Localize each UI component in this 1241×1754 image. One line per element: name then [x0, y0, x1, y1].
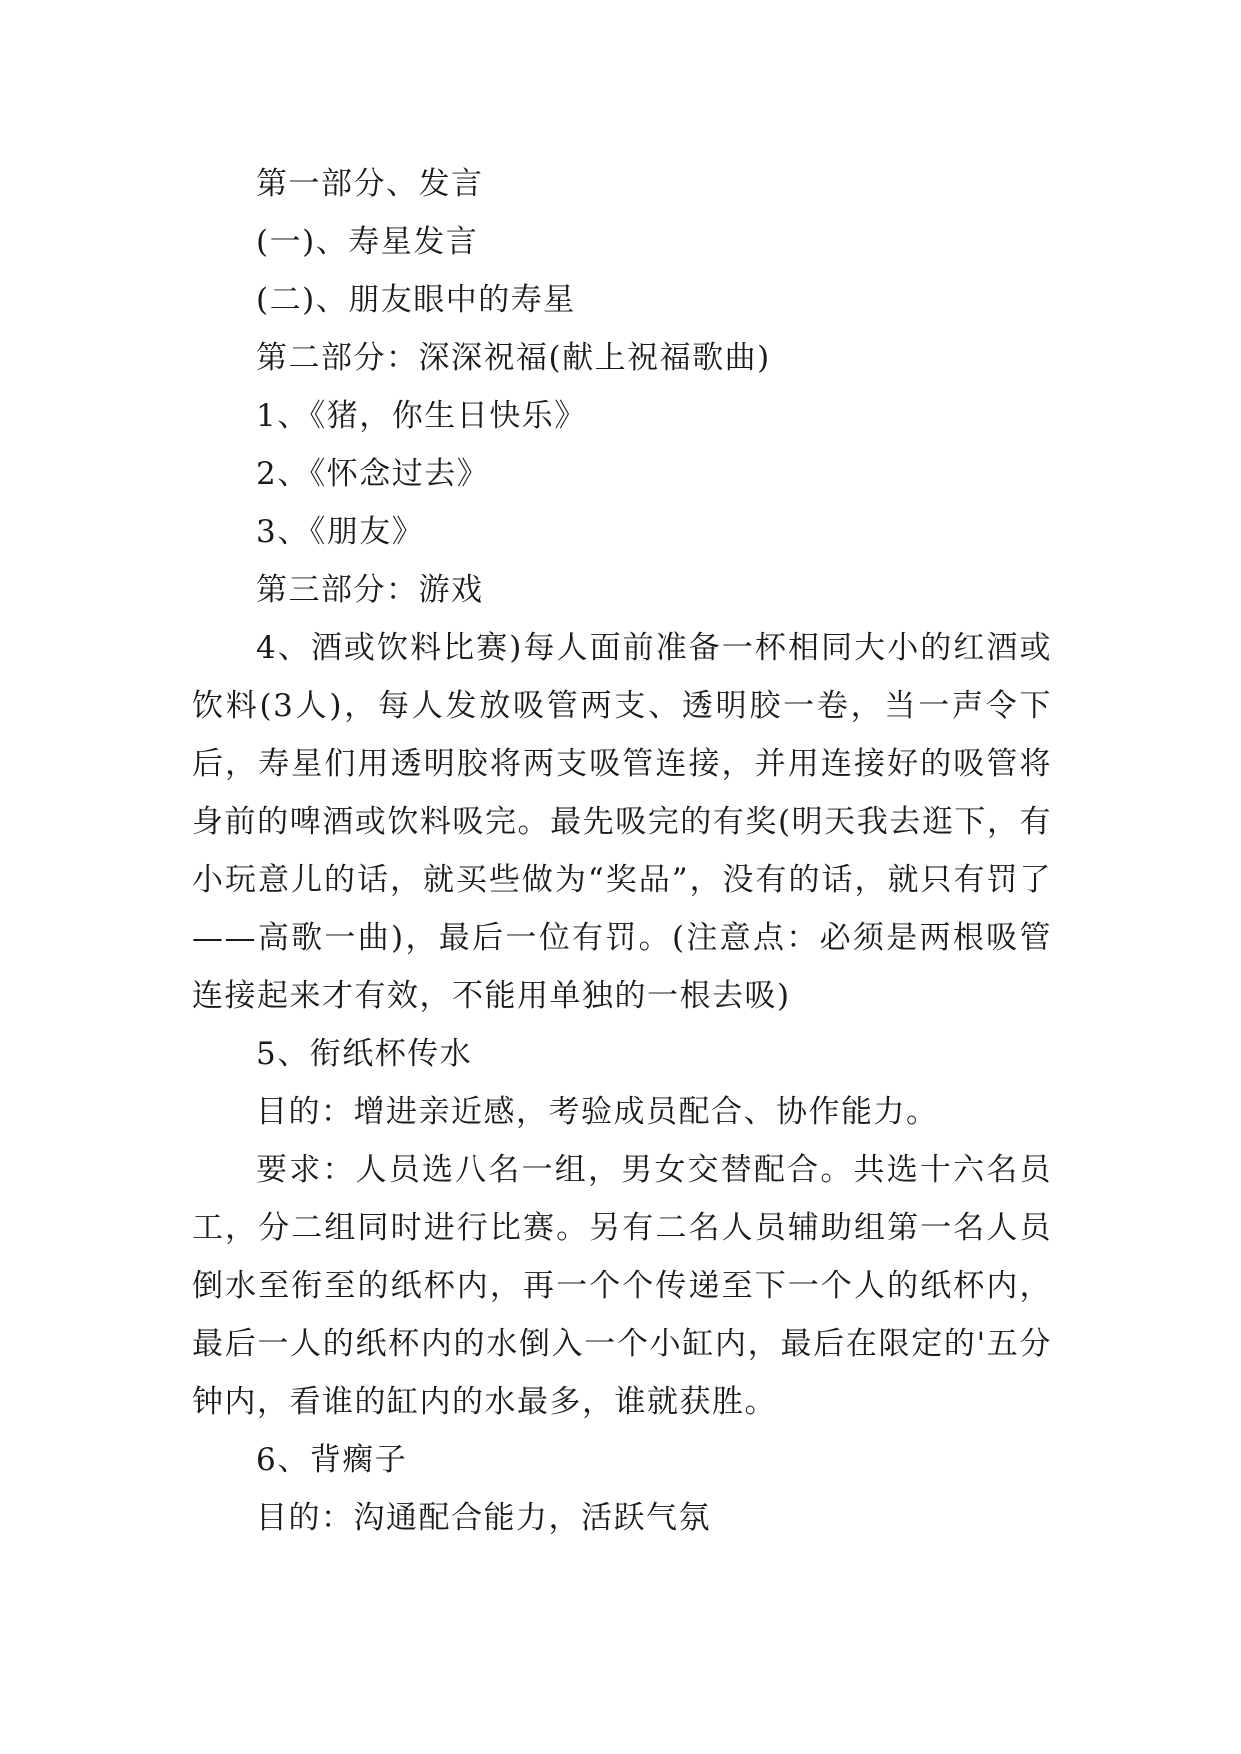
- document-body: [192, 155, 1052, 1547]
- item-friends-view: (二)、朋友眼中的寿星: [256, 282, 576, 318]
- section-heading-games: 第三部分：游戏: [256, 572, 484, 608]
- song-item-2: 2、《怀念过去》: [256, 456, 490, 492]
- item-birthday-speech: (一)、寿星发言: [256, 224, 479, 260]
- game-5-title: 5、衔纸杯传水: [256, 1036, 473, 1072]
- song-item-1: 1、《猪，你生日快乐》: [256, 398, 587, 434]
- game-5-requirements: 要求：人员选八名一组，男女交替配合。共选十六名员工，分二组同时进行比赛。另有二名人员辅助组第一名人员倒水至衔至的纸杯内，再一个个传递至下一个人的纸杯内，最后一人的纸杯内的水倒入一个小缸内，最后在限定的'五分钟内，看谁的缸内的水最多，谁就获胜。: [192, 1152, 1052, 1420]
- section-heading-blessing: 第二部分：深深祝福(献上祝福歌曲): [256, 340, 771, 376]
- game-6-purpose: 目的：沟通配合能力，活跃气氛: [256, 1500, 711, 1536]
- game-4-description: 4、酒或饮料比赛)每人面前准备一杯相同大小的红酒或饮料(3人)，每人发放吸管两支、透明胶一卷，当一声令下后，寿星们用透明胶将两支吸管连接，并用连接好的吸管将身前的啤酒或饮料吸完。最先吸完的有奖(明天我去逛下，有小玩意儿的话，就买些做为“奖品”，没有的话，就只有罚了——高歌一曲)，最后一位有罚。(注意点：必须是两根吸管连接起来才有效，不能用单独的一根去吸): [192, 630, 1052, 1014]
- song-item-3: 3、《朋友》: [256, 514, 425, 550]
- section-heading-speech: 第一部分、发言: [256, 166, 484, 202]
- game-5-purpose: 目的：增进亲近感，考验成员配合、协作能力。: [256, 1094, 939, 1130]
- game-6-title: 6、背瘸子: [256, 1442, 408, 1478]
